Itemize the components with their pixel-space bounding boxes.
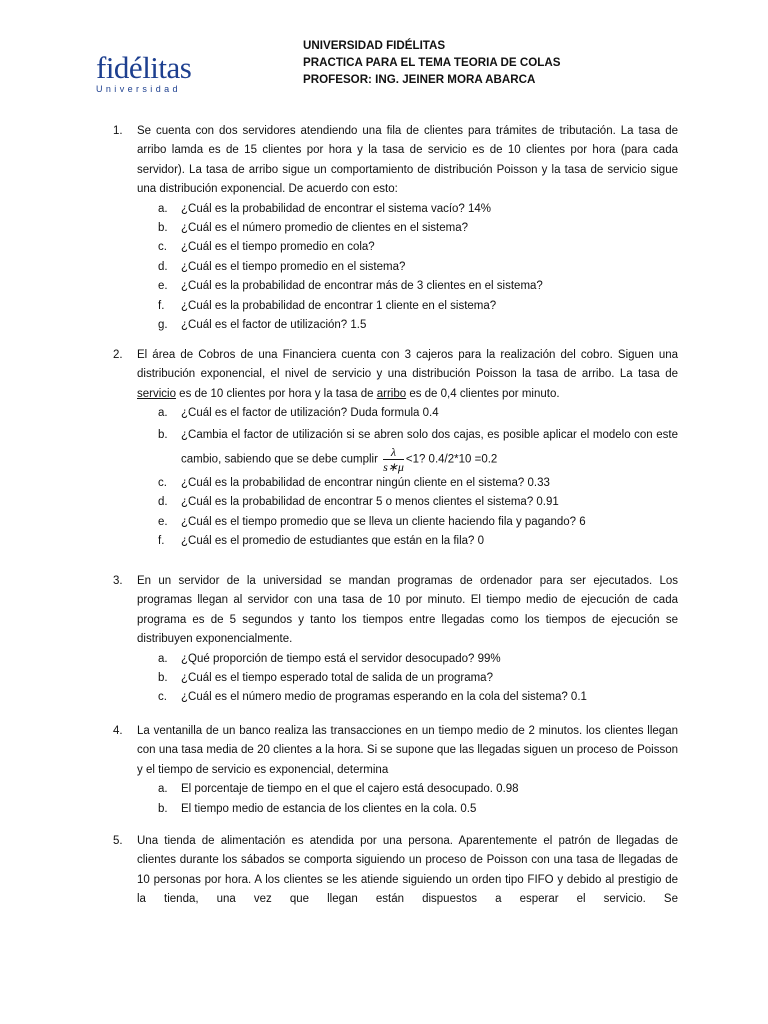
option-text: ¿Cuál es el tiempo esperado total de salida de un programa? (181, 672, 493, 685)
option-item (113, 404, 678, 423)
option-letter: e. (158, 280, 168, 293)
utilization-formula (383, 445, 404, 474)
option-letter: a. (158, 652, 168, 665)
logo-wordmark: fidélitas (96, 50, 192, 85)
option-letter: b. (158, 428, 168, 441)
question-number: 1. (113, 125, 123, 137)
option-list (113, 200, 678, 336)
option-text: <1? 0.4/2*10 =0.2 (405, 453, 498, 466)
option-letter: d. (158, 260, 168, 273)
stem-text: es de 10 clientes por hora y la tasa de (175, 387, 377, 400)
formula-denominator: s∗μ (383, 460, 404, 475)
option-item (113, 258, 678, 277)
option-list (113, 650, 678, 708)
option-item (113, 493, 678, 512)
option-letter: a. (158, 202, 168, 215)
option-item (113, 669, 678, 688)
option-list (113, 404, 678, 551)
option-letter: b. (158, 802, 168, 815)
option-item (113, 424, 678, 474)
question-3 (113, 572, 678, 708)
option-item (113, 238, 678, 257)
option-letter: c. (158, 691, 167, 704)
question-5 (113, 832, 678, 910)
formula-numerator: λ (383, 445, 404, 460)
option-item (113, 200, 678, 219)
option-text: ¿Qué proporción de tiempo está el servidor desocupado? 99% (181, 652, 501, 665)
option-item (113, 219, 678, 238)
option-text: El porcentaje de tiempo en el que el cajero está desocupado. 0.98 (181, 783, 519, 796)
question-stem: La ventanilla de un banco realiza las transacciones en un tiempo medio de 2 minutos. los clientes llegan con una tasa media de 20 clientes a la hora. Si se supone que las llegadas siguen un proceso de Poisson y el tiempo de servicio es exponencial, determina (137, 725, 678, 776)
question-number: 3. (113, 575, 123, 587)
option-item (113, 650, 678, 669)
question-number: 2. (113, 349, 123, 361)
stem-text: El área de Cobros de una Financiera cuenta con 3 cajeros para la realización del cobro. Siguen una distribución exponencial, el nivel de servicio y una distribución Poisson la tasa de arribo. La tasa de (137, 349, 678, 381)
option-text: El tiempo medio de estancia de los clientes en la cola. 0.5 (181, 802, 477, 815)
question-1 (113, 122, 678, 335)
option-letter: b. (158, 222, 168, 235)
option-text: ¿Cuál es el número promedio de clientes en el sistema? (181, 222, 469, 235)
question-4 (113, 722, 678, 819)
question-number: 5. (113, 835, 123, 847)
question-stem: En un servidor de la universidad se mandan programas de ordenador para ser ejecutados. Los programas llegan al servidor con una tasa de 10 por minuto. El tiempo medio de ejecución de cada programa es de 5 segundos y tanto los tiempos entre llegadas como los tiempos de ejecución se distribuyen exponencialmente. (137, 575, 678, 646)
option-item (113, 474, 678, 493)
logo-subtitle: Universidad (96, 84, 181, 94)
header-professor: PROFESOR: ING. JEINER MORA ABARCA (303, 73, 536, 86)
option-item (113, 688, 678, 707)
option-text: ¿Cuál es el promedio de estudiantes que están en la fila? 0 (181, 535, 485, 548)
question-stem: Una tienda de alimentación es atendida por una persona. Aparentemente el patrón de llegadas de clientes durante los sábados se comporta siguiendo un proceso de Poisson con una tasa de llegadas de 10 personas por hora. A los clientes se les atiende siguiendo un orden tipo FIFO y debido al prestigio de la tienda, una vez que llegan están dispuestos a esperar el servicio. Se (137, 835, 678, 906)
document-header (303, 37, 560, 88)
question-stem: Se cuenta con dos servidores atendiendo una fila de clientes para trámites de tributación. La tasa de arribo lamda es de 15 clientes por hora y la tasa de servicio es de 10 clientes por hora (para cada servidor). La tasa de arribo sigue un comportamiento de distribución Poisson y la tasa de servicio sigue una distribución exponencial. De acuerdo con esto: (137, 125, 678, 196)
header-title: PRACTICA PARA EL TEMA TEORIA DE COLAS (303, 56, 561, 69)
option-text: ¿Cuál es la probabilidad de encontrar ningún cliente en el sistema? 0.33 (181, 477, 550, 490)
option-item (113, 532, 678, 551)
option-item (113, 297, 678, 316)
option-text: ¿Cuál es la probabilidad de encontrar el sistema vacío? 14% (181, 202, 492, 215)
option-text: ¿Cuál es la probabilidad de encontrar 1 cliente en el sistema? (181, 299, 497, 312)
option-letter: e. (158, 515, 168, 528)
option-item (113, 277, 678, 296)
option-text: ¿Cuál es el número medio de programas esperando en la cola del sistema? 0.1 (181, 691, 587, 704)
option-text: ¿Cuál es el factor de utilización? 1.5 (181, 319, 367, 332)
university-logo (96, 52, 208, 96)
header-university: UNIVERSIDAD FIDÉLITAS (303, 39, 446, 52)
option-text: ¿Cambia el factor de utilización si se abren solo dos cajas, es posible aplicar el modelo con este cambio, sabiendo que se debe cumplir (181, 428, 678, 466)
option-item (113, 513, 678, 532)
option-list (113, 780, 678, 819)
stem-text: es de 0,4 clientes por minuto. (406, 387, 560, 400)
stem-underlined-servicio: servicio (137, 387, 176, 400)
question-number: 4. (113, 725, 123, 737)
option-letter: g. (158, 319, 168, 332)
option-item (113, 800, 678, 819)
option-letter: a. (158, 407, 168, 420)
option-letter: c. (158, 477, 167, 490)
option-text: ¿Cuál es la probabilidad de encontrar más de 3 clientes en el sistema? (181, 280, 543, 293)
option-text: ¿Cuál es el tiempo promedio en el sistema? (181, 260, 406, 273)
option-item (113, 780, 678, 799)
option-text: ¿Cuál es el tiempo promedio que se lleva un cliente haciendo fila y pagando? 6 (181, 515, 586, 528)
option-text: ¿Cuál es la probabilidad de encontrar 5 o menos clientes el sistema? 0.91 (181, 496, 559, 509)
option-letter: f. (158, 299, 165, 312)
option-text: ¿Cuál es el factor de utilización? Duda formula 0.4 (181, 407, 439, 420)
stem-underlined-arribo: arribo (376, 387, 407, 400)
option-letter: d. (158, 496, 168, 509)
option-letter: b. (158, 672, 168, 685)
option-letter: c. (158, 241, 167, 254)
option-item (113, 316, 678, 335)
question-stem (137, 346, 678, 404)
option-letter: f. (158, 535, 165, 548)
option-text: ¿Cuál es el tiempo promedio en cola? (181, 241, 375, 254)
option-letter: a. (158, 783, 168, 796)
question-2 (113, 346, 678, 552)
